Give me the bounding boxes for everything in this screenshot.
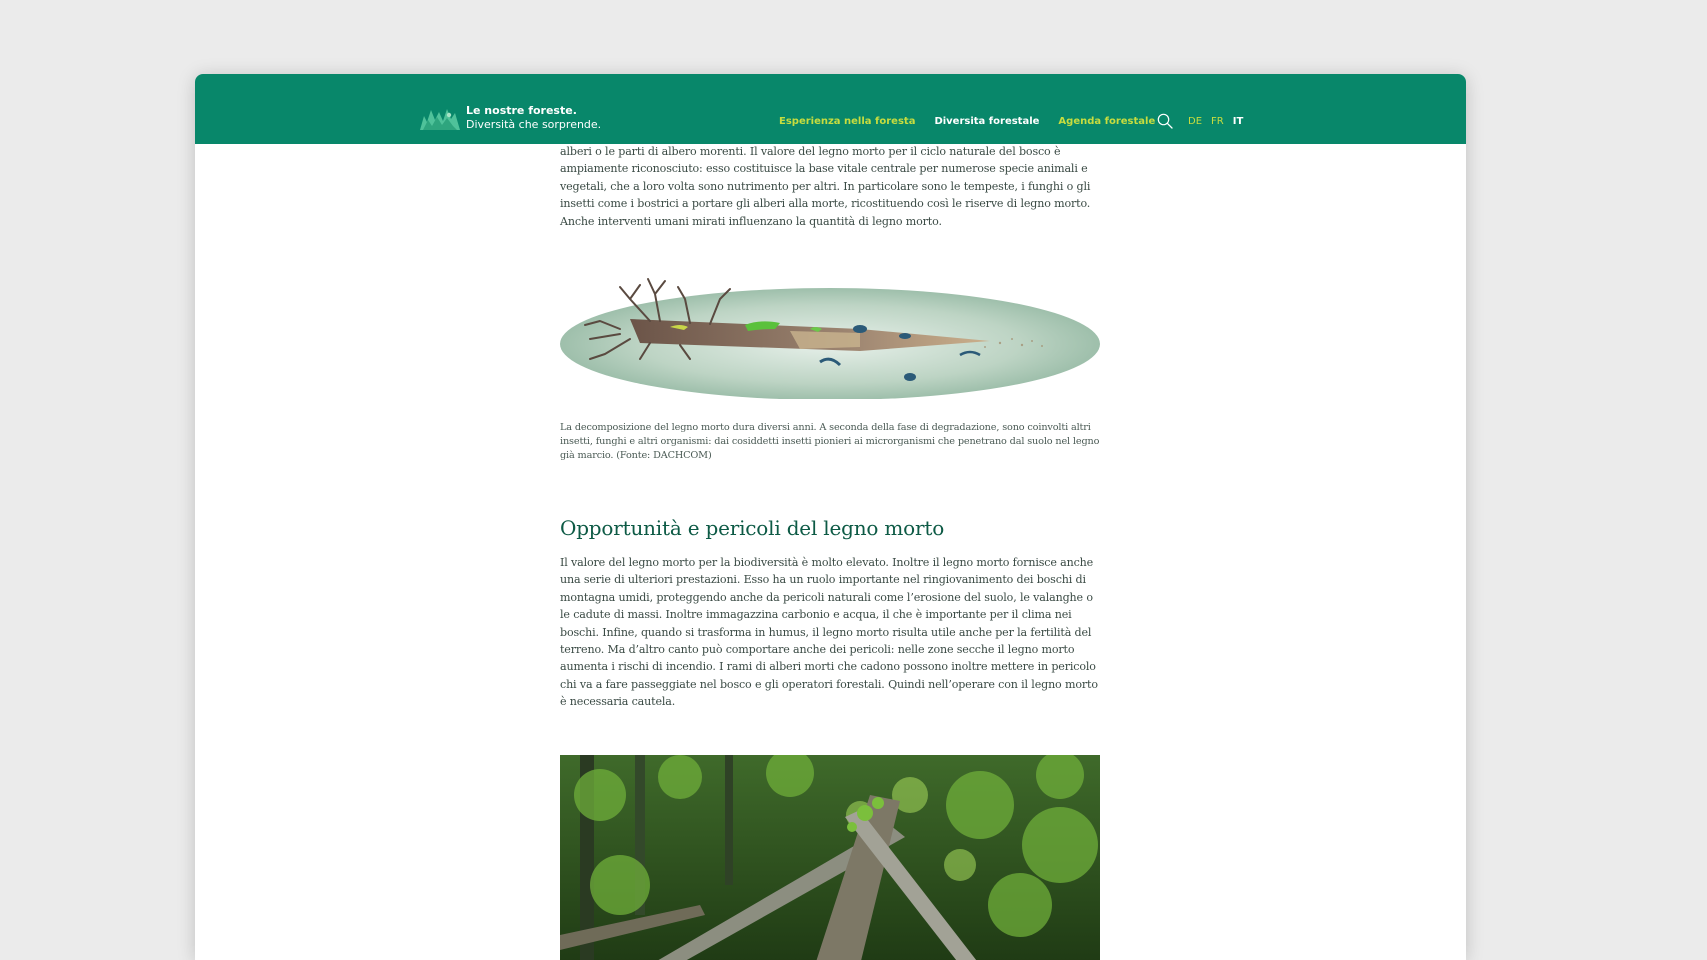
search-icon[interactable] <box>1157 113 1173 129</box>
site-header <box>195 74 1466 144</box>
section-heading: Opportunità e pericoli del legno morto <box>560 516 945 540</box>
nav-item-diversita[interactable]: Diversita forestale <box>934 116 1040 127</box>
nav-item-agenda[interactable]: Agenda forestale <box>1058 116 1156 127</box>
intro-paragraph: alberi o le parti di albero morenti. Il valore del legno morto per il ciclo naturale del bosco è ampiamente riconosciuto: esso costituisce la base vitale centrale per numerose specie animali e vegetali, che a loro volta sono nutrimento per altri. In particolare sono le tempeste, i funghi o gli insetti come i bostrici a portare gli alberi alla morte, ricostituendo così le riserve di legno morto. Anche interventi umani mirati influenzano la quantità di legno morto. <box>560 145 1091 228</box>
main-navigation <box>779 116 1155 127</box>
site-logo[interactable] <box>420 104 601 132</box>
section-paragraph: Il valore del legno morto per la biodiversità è molto elevato. Inoltre il legno morto fornisce anche una serie di ulteriori prestazioni. Esso ha un ruolo importante nel ringiovanimento dei boschi di montagna umidi, proteggendo anche da pericoli naturali come l’erosione del suolo, le valanghe o le cadute di massi. Inoltre immagazzina carbonio e acqua, il che è importante per il clima nei boschi. Infine, quando si trasforma in humus, il legno morto risulta utile anche per la fertilità del terreno. Ma d’altro canto può comportare anche dei pericoli: nelle zone secche il legno morto aumenta i rischi di incendio. I rami di alberi morti che cadono possono inoltre mettere in pericolo chi va a fare passeggiate nel bosco e gli operatori forestali. Quindi nell’operare con il legno morto è necessaria cautela. <box>560 556 1098 709</box>
illustration-caption: La decomposizione del legno morto dura diversi anni. A seconda della fase di degradazione, sono coinvolti altri insetti, funghi e altri organismi: dai cosiddetti insetti pionieri ai microrganismi che penetrano dal suolo nel legno già marcio. (Fonte: DACHCOM) <box>560 422 1100 462</box>
logo-tagline: Diversità che sorprende. <box>466 118 602 131</box>
language-switcher <box>1188 116 1243 127</box>
deadwood-decomposition-illustration <box>560 259 1100 399</box>
deadwood-forest-photo <box>560 755 1100 960</box>
logo-title: Le nostre foreste. <box>466 104 577 117</box>
forest-logo-icon <box>420 106 460 130</box>
language-fr[interactable]: FR <box>1211 116 1224 127</box>
nav-item-esperienza[interactable]: Esperienza nella foresta <box>779 116 916 127</box>
language-de[interactable]: DE <box>1188 116 1203 127</box>
logo-text <box>466 104 601 132</box>
browser-window <box>195 74 1466 960</box>
language-it[interactable]: IT <box>1232 116 1244 127</box>
